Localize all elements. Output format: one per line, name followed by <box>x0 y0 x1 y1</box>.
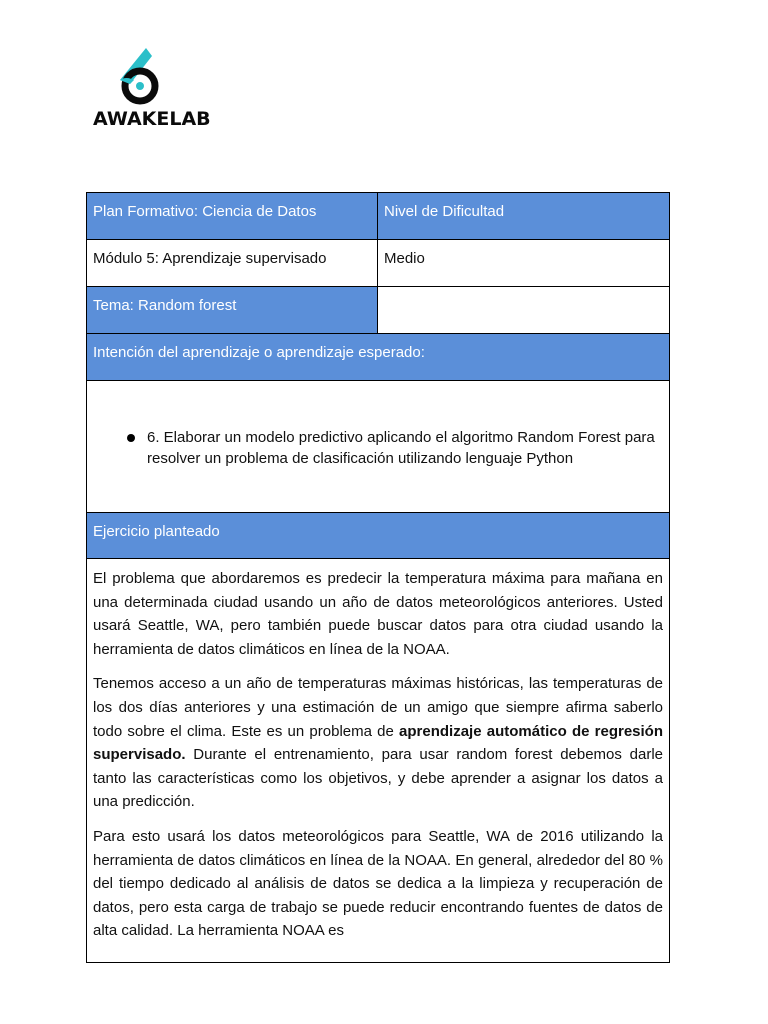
ejercicio-content <box>87 559 670 963</box>
paragraph-2-start: Tenemos acceso a un año de temperaturas máximas históricas, las temperaturas de los dos días anteriores y una estimación de un amigo que siempre afirma saberlo todo sobre el clima. Este es un problema de <box>93 675 663 740</box>
awakelab-logo <box>90 46 211 130</box>
modulo-cell: Módulo 5: Aprendizaje supervisado <box>87 240 378 287</box>
paragraph-2-bold: aprendizaje automático de regresión supervisado. <box>93 722 663 764</box>
nivel-value-cell: Medio <box>378 240 670 287</box>
tema-cell: Tema: Random forest <box>87 287 378 334</box>
intencion-content <box>87 381 670 513</box>
awakelab-logo-mark <box>116 46 168 108</box>
bullet-text: 6. Elaborar un modelo predictivo aplicando el algoritmo Random Forest para resolver un problema de clasificación utilizando lenguaje Python <box>147 429 655 467</box>
paragraph-1: El problema que abordaremos es predecir la temperatura máxima para mañana en una determinada ciudad usando un año de datos meteorológicos anteriores. Usted usará Seattle, WA, pero también puede buscar datos para otra ciudad usando la herramienta de datos climáticos en línea de la NOAA. <box>93 570 663 658</box>
learning-outcomes-list <box>93 427 663 469</box>
paragraph-2-end: Durante el entrenamiento, para usar random forest debemos darle tanto las características como los objetivos, y debe aprender a asignar los datos a una predicción. <box>93 746 663 811</box>
paragraph-2 <box>93 672 663 814</box>
intencion-header: Intención del aprendizaje o aprendizaje esperado: <box>87 334 670 381</box>
nivel-dificultad-cell: Nivel de Dificultad <box>378 193 670 240</box>
plan-formativo-cell: Plan Formativo: Ciencia de Datos <box>87 193 378 240</box>
logo-text: AWAKELAB <box>93 108 211 130</box>
list-item <box>127 427 663 469</box>
bullet-icon <box>127 434 135 442</box>
empty-cell <box>378 287 670 334</box>
plan-table <box>86 192 670 963</box>
ejercicio-header: Ejercicio planteado <box>87 513 670 559</box>
paragraph-3: Para esto usará los datos meteorológicos para Seattle, WA de 2016 utilizando la herramienta de datos climáticos en línea de la NOAA. En general, alrededor del 80 % del tiempo dedicado al análisis de datos se dedica a la limpieza y recuperación de datos, pero esta carga de trabajo se puede reducir encontrando fuentes de datos de alta calidad. La herramienta NOAA es <box>93 827 663 940</box>
